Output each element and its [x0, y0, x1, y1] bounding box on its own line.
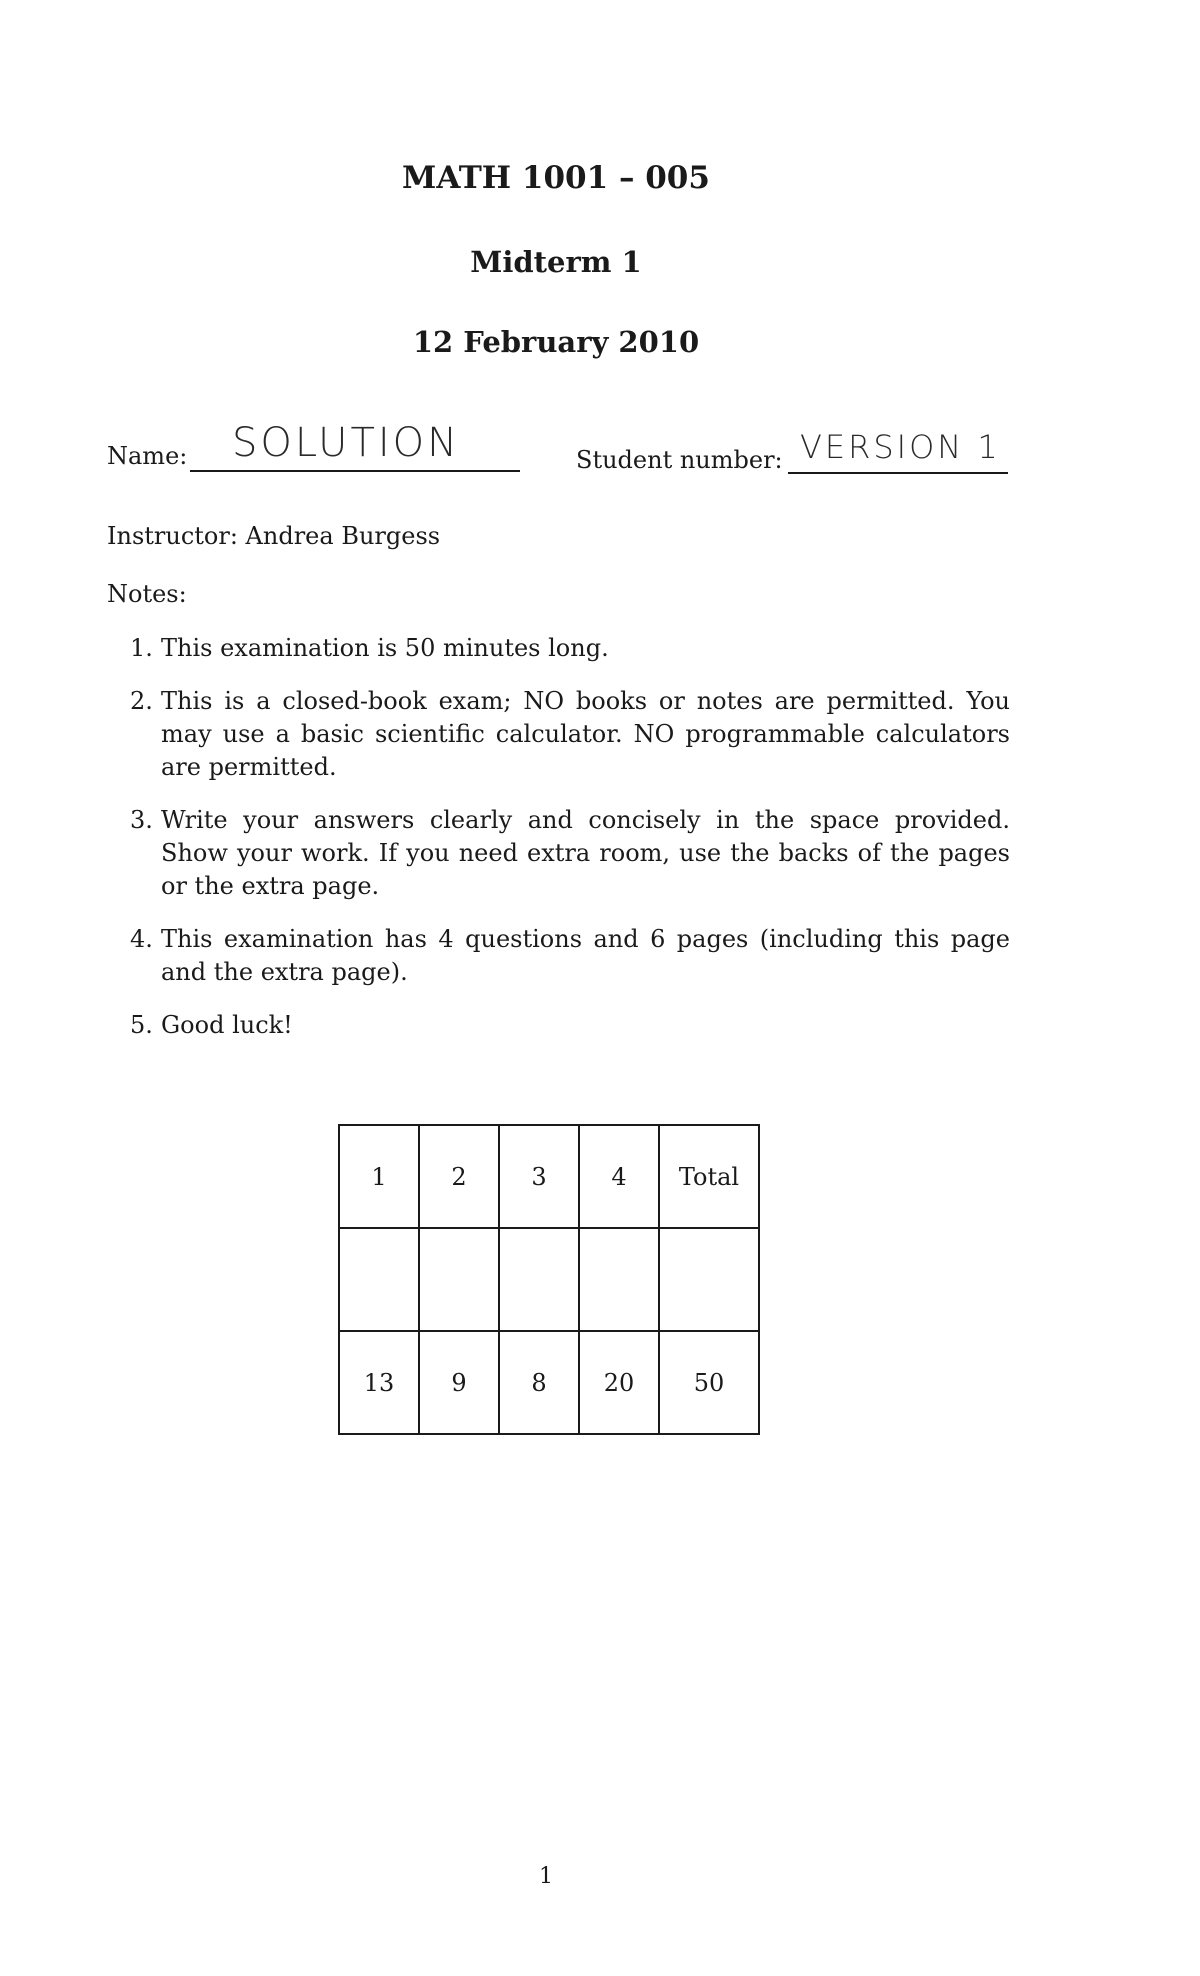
note-number: 5.: [130, 1011, 153, 1039]
instructor-line: Instructor: Andrea Burgess: [107, 522, 441, 550]
student-number-field-line: [788, 472, 1008, 474]
question-1-score: [339, 1228, 419, 1331]
total-max: 50: [659, 1331, 759, 1434]
note-text: This examination is 50 minutes long.: [161, 634, 609, 662]
note-number: 2.: [130, 687, 153, 715]
question-1-header: 1: [339, 1125, 419, 1228]
page-number: 1: [539, 1864, 553, 1889]
student-number-value-handwritten: VERSION 1: [800, 428, 1001, 466]
question-4-max: 20: [579, 1331, 659, 1434]
total-score: [659, 1228, 759, 1331]
question-4-score: [579, 1228, 659, 1331]
note-item: [130, 632, 1010, 665]
note-item: [130, 923, 1010, 989]
question-4-header: 4: [579, 1125, 659, 1228]
notes-label: Notes:: [107, 580, 187, 608]
question-3-max: 8: [499, 1331, 579, 1434]
exam-name: Midterm 1: [470, 245, 642, 279]
question-2-score: [419, 1228, 499, 1331]
student-number-label: Student number:: [576, 446, 783, 474]
score-table-max-row: [339, 1331, 759, 1434]
question-2-max: 9: [419, 1331, 499, 1434]
score-table: [338, 1124, 760, 1435]
note-text: Write your answers clearly and concisely in the space provided. Show your work. If you need extra room, use the backs of the pages or the extra page.: [161, 806, 1010, 900]
name-field-line: [190, 470, 520, 472]
name-value-handwritten: SOLUTION: [232, 420, 461, 466]
course-title: MATH 1001 – 005: [402, 160, 710, 196]
note-item: [130, 804, 1010, 903]
question-3-score: [499, 1228, 579, 1331]
name-label: Name:: [107, 442, 188, 470]
question-3-header: 3: [499, 1125, 579, 1228]
score-table-score-row: [339, 1228, 759, 1331]
note-text: This is a closed-book exam; NO books or notes are permitted. You may use a basic scientific calculator. NO programmable calculators are permitted.: [161, 687, 1010, 781]
note-number: 1.: [130, 634, 153, 662]
question-1-max: 13: [339, 1331, 419, 1434]
notes-list: [130, 632, 1010, 1062]
note-number: 3.: [130, 806, 153, 834]
total-header: Total: [659, 1125, 759, 1228]
note-item: [130, 685, 1010, 784]
score-table-header-row: [339, 1125, 759, 1228]
note-number: 4.: [130, 925, 153, 953]
note-item: [130, 1009, 1010, 1042]
exam-date: 12 February 2010: [412, 325, 700, 359]
question-2-header: 2: [419, 1125, 499, 1228]
note-text: This examination has 4 questions and 6 pages (including this page and the extra page).: [161, 925, 1010, 986]
note-text: Good luck!: [161, 1011, 293, 1039]
